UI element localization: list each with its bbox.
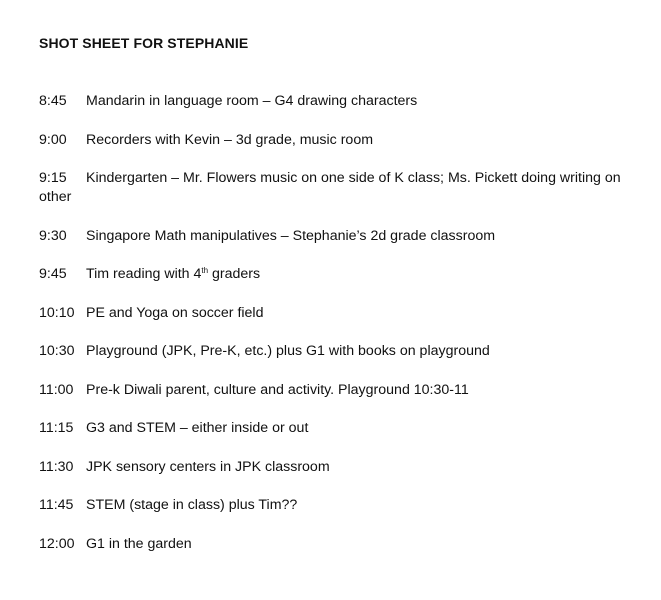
entry-text: G1 in the garden xyxy=(86,535,192,552)
entry-time: 10:10 xyxy=(39,304,75,321)
entry-time: 9:45 xyxy=(39,266,67,282)
entry-text: Recorders with Kevin – 3d grade, music room xyxy=(86,131,374,148)
entry-time: 9:15 xyxy=(39,170,67,186)
entry-time: 11:15 xyxy=(39,420,74,436)
entry-text: Singapore Math manipulatives – Stephanie’s 2d grade classroom xyxy=(86,227,496,244)
schedule-entry xyxy=(39,265,639,284)
schedule-entry xyxy=(39,342,639,361)
schedule-entry xyxy=(39,381,639,400)
entry-text: Mandarin in language room – G4 drawing characters xyxy=(86,93,418,109)
entry-text: PE and Yoga on soccer field xyxy=(86,304,264,321)
document-title: SHOT SHEET FOR STEPHANIE xyxy=(39,35,249,51)
entry-text-before: Tim reading with 4 xyxy=(86,266,202,282)
schedule-entry xyxy=(39,304,639,323)
schedule-entry xyxy=(39,496,639,515)
schedule-entry xyxy=(39,419,639,438)
schedule-entry xyxy=(39,92,639,111)
entry-time: 9:00 xyxy=(39,131,67,148)
schedule-entry xyxy=(39,535,639,554)
schedule-list xyxy=(39,92,639,573)
schedule-entry xyxy=(39,169,639,207)
entry-time: 8:45 xyxy=(39,93,67,109)
entry-text-after: graders xyxy=(208,266,261,282)
entry-text: Kindergarten – Mr. Flowers music on one side of K class; Ms. Pickett doing writing on other xyxy=(39,170,621,205)
entry-time: 11:30 xyxy=(39,458,74,475)
entry-time: 12:00 xyxy=(39,535,75,552)
schedule-entry xyxy=(39,227,639,246)
entry-time: 11:45 xyxy=(39,497,74,513)
schedule-entry xyxy=(39,458,639,477)
entry-text: JPK sensory centers in JPK classroom xyxy=(86,458,330,475)
schedule-entry xyxy=(39,131,639,150)
entry-time: 10:30 xyxy=(39,343,75,359)
entry-text: Playground (JPK, Pre-K, etc.) plus G1 with books on playground xyxy=(86,343,490,359)
entry-text: G3 and STEM – either inside or out xyxy=(86,420,309,436)
entry-text: STEM (stage in class) plus Tim?? xyxy=(86,497,298,513)
entry-time: 11:00 xyxy=(39,381,74,398)
entry-text: Pre-k Diwali parent, culture and activity. Playground 10:30-11 xyxy=(86,381,469,398)
entry-time: 9:30 xyxy=(39,227,67,244)
entry-superscript: th xyxy=(201,266,209,275)
